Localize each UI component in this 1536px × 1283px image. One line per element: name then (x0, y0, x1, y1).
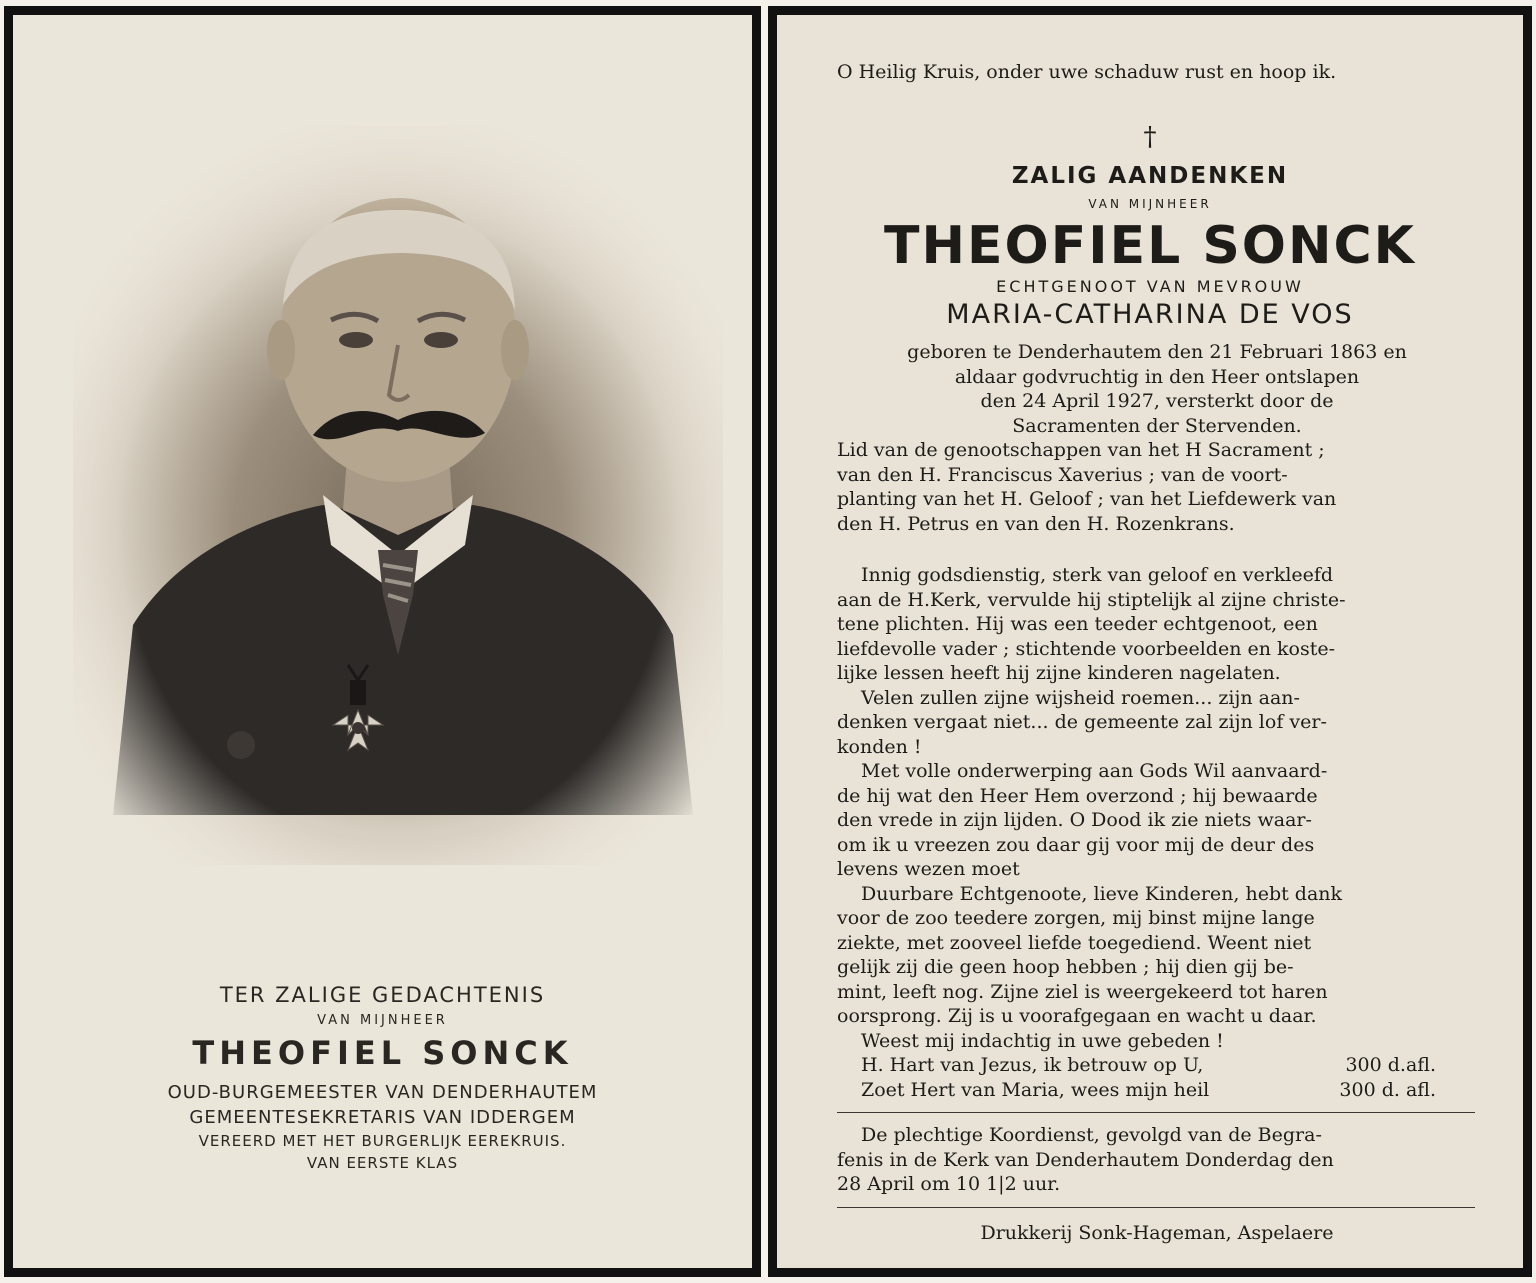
body-line: ziekte, met zooveel liefde toegediend. Weent niet (837, 931, 1312, 954)
funeral-line: fenis in de Kerk van Denderhautem Donderdag den (837, 1148, 1334, 1171)
left-title: TER ZALIGE GEDACHTENIS (219, 983, 546, 1007)
left-line2: GEMEENTESEKRETARIS VAN IDDERGEM (189, 1107, 576, 1128)
body-line: Velen zullen zijne wijsheid roemen... zijn aan- (861, 686, 1300, 709)
body-line: den vrede in zijn lijden. O Dood ik zie niets waar- (837, 809, 1312, 831)
body-line: Duurbare Echtgenoote, lieve Kinderen, hebt dank (861, 882, 1343, 905)
portrait-photo (73, 125, 723, 865)
printer-credit: Drukkerij Sonk-Hageman, Aspelaere (980, 1222, 1334, 1244)
text-card (768, 6, 1532, 1277)
prayer-indulgence: 300 d.afl. (1345, 1054, 1436, 1076)
left-van: VAN MIJNHEER (317, 1013, 448, 1028)
body-line: de hij wat den Heer Hem overzond ; hij bewaarde (837, 784, 1318, 807)
body-line: tene plichten. Hij was een teeder echtgenoot, een (837, 613, 1318, 635)
body-line: levens wezen moet (837, 858, 1020, 880)
body-line: gelijk zij die geen hoop hebben ; hij dien gij be- (837, 956, 1294, 978)
prayer-text: Zoet Hert van Maria, wees mijn heil (861, 1078, 1210, 1101)
body-line: Met volle onderwerping aan Gods Wil aanvaard- (861, 760, 1328, 782)
body-line: konden ! (837, 735, 922, 758)
right-name: THEOFIEL SONCK (884, 216, 1416, 276)
portrait-illustration (73, 125, 723, 865)
spouse-label: ECHTGENOOT VAN MEVROUW (996, 277, 1304, 296)
funeral-line: De plechtige Koordienst, gevolgd van de Begra- (861, 1124, 1322, 1146)
prayer-line (837, 1078, 1436, 1103)
divider-top (837, 1112, 1475, 1113)
left-line4: VAN EERSTE KLAS (306, 1154, 459, 1172)
right-van: VAN MIJNHEER (1088, 197, 1212, 211)
left-card-text (13, 983, 752, 1176)
membership-line: van den H. Franciscus Xaverius ; van de voort- (837, 463, 1288, 486)
birth-line: geboren te Denderhautem den 21 Februari 1863 en (907, 341, 1407, 363)
body-line: om ik u vreezen zou daar gij voor mij de deur des (837, 833, 1315, 856)
body-line: aan de H.Kerk, vervulde hij stiptelijk al zijne christe- (837, 588, 1346, 611)
funeral-line: 28 April om 10 1|2 uur. (837, 1173, 1061, 1195)
intro-text: O Heilig Kruis, onder uwe schaduw rust en hoop ik. (837, 61, 1337, 83)
left-name: THEOFIEL SONCK (192, 1034, 573, 1072)
prayer-line (837, 1053, 1436, 1078)
prayer-text: H. Hart van Jezus, ik betrouw op U, (861, 1054, 1204, 1076)
membership-line: den H. Petrus en van den H. Rozenkrans. (837, 512, 1235, 535)
funeral-text (837, 1123, 1477, 1197)
eulogy-text (837, 563, 1477, 1102)
body-line: denken vergaat niet... de gemeente zal zijn lof ver- (837, 711, 1327, 733)
body-line: liefdevolle vader ; stichtende voorbeelden en koste- (837, 637, 1336, 660)
prayer-indulgence: 300 d. afl. (1339, 1078, 1436, 1101)
divider-bottom (837, 1207, 1475, 1208)
birth-line: Sacramenten der Stervenden. (1012, 414, 1302, 437)
body-line: lijke lessen heeft hij zijne kinderen nagelaten. (837, 662, 1281, 684)
left-line1: OUD-BURGEMEESTER VAN DENDERHAUTEM (167, 1082, 598, 1103)
membership-line: planting van het H. Geloof ; van het Liefdewerk van (837, 488, 1337, 510)
birth-line: den 24 April 1927, versterkt door de (980, 390, 1334, 412)
portrait-card (4, 6, 761, 1277)
body-line: mint, leeft nog. Zijne ziel is weergekeerd tot haren (837, 980, 1328, 1003)
body-line: oorsprong. Zij is u voorafgegaan en wacht u daar. (837, 1005, 1317, 1027)
body-line: Weest mij indachtig in uwe gebeden ! (861, 1029, 1224, 1052)
body-line: Innig godsdienstig, sterk van geloof en verkleefd (861, 564, 1334, 586)
left-line3: VEREERD MET HET BURGERLIJK EEREKRUIS. (198, 1132, 567, 1150)
membership-line: Lid van de genootschappen van het H Sacrament ; (837, 439, 1325, 461)
cross-icon: † (1143, 122, 1157, 152)
birth-line: aldaar godvruchtig in den Heer ontslapen (954, 365, 1360, 388)
wife-name: MARIA-CATHARINA DE VOS (946, 299, 1354, 330)
birth-death-text (837, 340, 1477, 438)
right-title: ZALIG AANDENKEN (1011, 163, 1289, 189)
membership-text (837, 438, 1477, 536)
body-line: voor de zoo teedere zorgen, mij binst mijne lange (837, 907, 1315, 929)
